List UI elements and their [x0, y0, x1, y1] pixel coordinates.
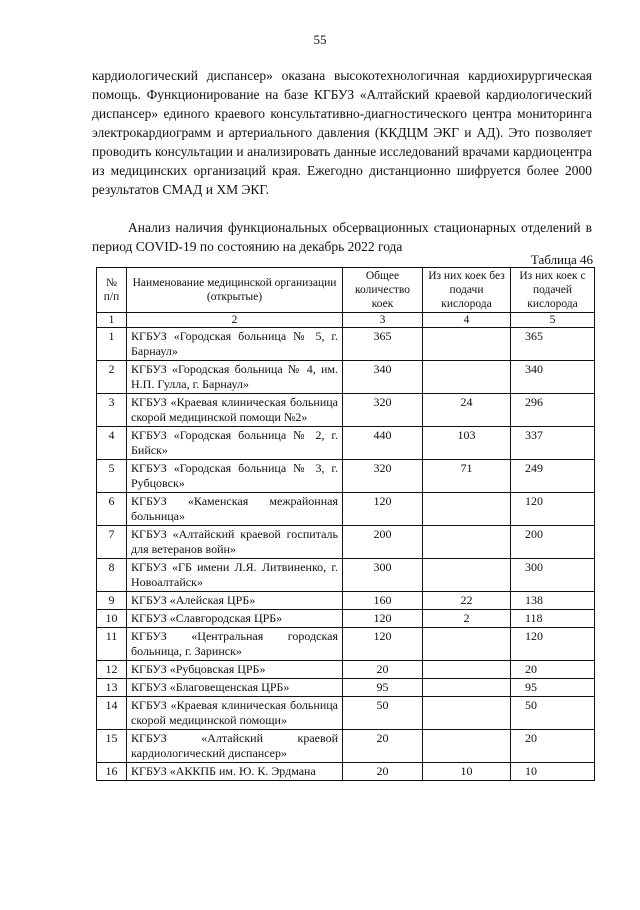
organization-name: КГБУЗ «АККПБ им. Ю. К. Эрдмана [127, 763, 343, 781]
row-number: 2 [97, 361, 127, 394]
total-beds: 120 [343, 628, 423, 661]
column-index-row [97, 313, 595, 328]
column-index: 3 [343, 313, 423, 328]
table-header-row [97, 268, 595, 313]
table-row [97, 427, 595, 460]
table-row [97, 559, 595, 592]
organization-name: КГБУЗ «Благовещенская ЦРБ» [127, 679, 343, 697]
beds-with-oxygen: 296 [511, 394, 595, 427]
row-number: 6 [97, 493, 127, 526]
beds-with-oxygen: 337 [511, 427, 595, 460]
beds-without-oxygen [423, 628, 511, 661]
table-row [97, 763, 595, 781]
organization-name: КГБУЗ «Городская больница № 3, г. Рубцовск» [127, 460, 343, 493]
beds-without-oxygen: 71 [423, 460, 511, 493]
header-num: № п/п [97, 268, 127, 313]
table-row [97, 628, 595, 661]
total-beds: 20 [343, 661, 423, 679]
beds-without-oxygen: 10 [423, 763, 511, 781]
organization-name: КГБУЗ «Алейская ЦРБ» [127, 592, 343, 610]
beds-without-oxygen [423, 526, 511, 559]
beds-with-oxygen: 95 [511, 679, 595, 697]
organization-name: КГБУЗ «Алтайский краевой кардиологический диспансер» [127, 730, 343, 763]
beds-without-oxygen [423, 679, 511, 697]
row-number: 16 [97, 763, 127, 781]
beds-with-oxygen: 138 [511, 592, 595, 610]
organization-name: КГБУЗ «Краевая клиническая больница скорой медицинской помощи» [127, 697, 343, 730]
beds-without-oxygen: 22 [423, 592, 511, 610]
beds-with-oxygen: 10 [511, 763, 595, 781]
paragraph-1: кардиологический диспансер» оказана высокотехнологичная кардиохирургическая помощь. Функционирование на базе КГБУЗ «Алтайский краевой кардиологический диспансер» единого краевого консультативно-диагностического центра мониторинга электрокардиограмм и артериального давления (ККДЦМ ЭКГ и АД). Это позволяет проводить консультации и анализировать данные исследований врачами кардиоцентра из медицинских организаций края. Ежегодно дистанционно шифруется более 2000 результатов СМАД и ХМ ЭКГ. [92, 68, 592, 197]
column-index: 5 [511, 313, 595, 328]
table-row [97, 610, 595, 628]
beds-without-oxygen [423, 559, 511, 592]
table-row [97, 361, 595, 394]
table-row [97, 679, 595, 697]
beds-without-oxygen: 103 [423, 427, 511, 460]
total-beds: 50 [343, 697, 423, 730]
organization-name: КГБУЗ «ГБ имени Л.Я. Литвиненко, г. Новоалтайск» [127, 559, 343, 592]
organization-name: КГБУЗ «Городская больница № 4, им. Н.П. Гулла, г. Барнаул» [127, 361, 343, 394]
page-number: 55 [313, 32, 327, 47]
organization-name: КГБУЗ «Центральная городская больница, г. Заринск» [127, 628, 343, 661]
beds-with-oxygen: 200 [511, 526, 595, 559]
beds-without-oxygen [423, 697, 511, 730]
row-number: 1 [97, 328, 127, 361]
beds-without-oxygen [423, 328, 511, 361]
beds-with-oxygen: 365 [511, 328, 595, 361]
row-number: 7 [97, 526, 127, 559]
total-beds: 200 [343, 526, 423, 559]
row-number: 12 [97, 661, 127, 679]
total-beds: 95 [343, 679, 423, 697]
organization-name: КГБУЗ «Алтайский краевой госпиталь для ветеранов войн» [127, 526, 343, 559]
row-number: 5 [97, 460, 127, 493]
total-beds: 340 [343, 361, 423, 394]
total-beds: 20 [343, 730, 423, 763]
row-number: 3 [97, 394, 127, 427]
header-without-oxygen: Из них коек без подачи кислорода [423, 268, 511, 313]
total-beds: 320 [343, 460, 423, 493]
column-index: 4 [423, 313, 511, 328]
beds-with-oxygen: 20 [511, 661, 595, 679]
row-number: 15 [97, 730, 127, 763]
beds-without-oxygen [423, 493, 511, 526]
organization-name: КГБУЗ «Городская больница № 2, г. Бийск» [127, 427, 343, 460]
total-beds: 365 [343, 328, 423, 361]
table-row [97, 592, 595, 610]
beds-without-oxygen [423, 361, 511, 394]
organization-name: КГБУЗ «Славгородская ЦРБ» [127, 610, 343, 628]
table-row [97, 460, 595, 493]
beds-with-oxygen: 340 [511, 361, 595, 394]
beds-with-oxygen: 300 [511, 559, 595, 592]
table-row [97, 526, 595, 559]
table-row [97, 328, 595, 361]
column-index: 1 [97, 313, 127, 328]
header-total: Общее количество коек [343, 268, 423, 313]
beds-without-oxygen [423, 661, 511, 679]
beds-with-oxygen: 118 [511, 610, 595, 628]
row-number: 14 [97, 697, 127, 730]
organization-name: КГБУЗ «Городская больница № 5, г. Барнаул» [127, 328, 343, 361]
total-beds: 20 [343, 763, 423, 781]
beds-without-oxygen: 24 [423, 394, 511, 427]
beds-without-oxygen: 2 [423, 610, 511, 628]
row-number: 10 [97, 610, 127, 628]
table-row [97, 661, 595, 679]
table-row [97, 730, 595, 763]
total-beds: 300 [343, 559, 423, 592]
beds-with-oxygen: 20 [511, 730, 595, 763]
column-index: 2 [127, 313, 343, 328]
total-beds: 120 [343, 493, 423, 526]
header-with-oxygen: Из них коек с подачей кислорода [511, 268, 595, 313]
organization-name: КГБУЗ «Каменская межрайонная больница» [127, 493, 343, 526]
paragraph-2: Анализ наличия функциональных обсервационных стационарных отделений в период COVID-19 по состоянию на декабрь 2022 года [92, 220, 592, 254]
beds-with-oxygen: 50 [511, 697, 595, 730]
bed-capacity-table [96, 267, 595, 781]
total-beds: 320 [343, 394, 423, 427]
row-number: 13 [97, 679, 127, 697]
total-beds: 160 [343, 592, 423, 610]
table-row [97, 697, 595, 730]
total-beds: 120 [343, 610, 423, 628]
beds-with-oxygen: 120 [511, 628, 595, 661]
row-number: 11 [97, 628, 127, 661]
total-beds: 440 [343, 427, 423, 460]
organization-name: КГБУЗ «Рубцовская ЦРБ» [127, 661, 343, 679]
table-caption: Таблица 46 [530, 252, 593, 267]
beds-without-oxygen [423, 730, 511, 763]
row-number: 8 [97, 559, 127, 592]
beds-with-oxygen: 249 [511, 460, 595, 493]
beds-with-oxygen: 120 [511, 493, 595, 526]
header-name: Наименование медицинской организации (открытые) [127, 268, 343, 313]
table-row [97, 493, 595, 526]
row-number: 4 [97, 427, 127, 460]
table-row [97, 394, 595, 427]
organization-name: КГБУЗ «Краевая клиническая больница скорой медицинской помощи №2» [127, 394, 343, 427]
row-number: 9 [97, 592, 127, 610]
